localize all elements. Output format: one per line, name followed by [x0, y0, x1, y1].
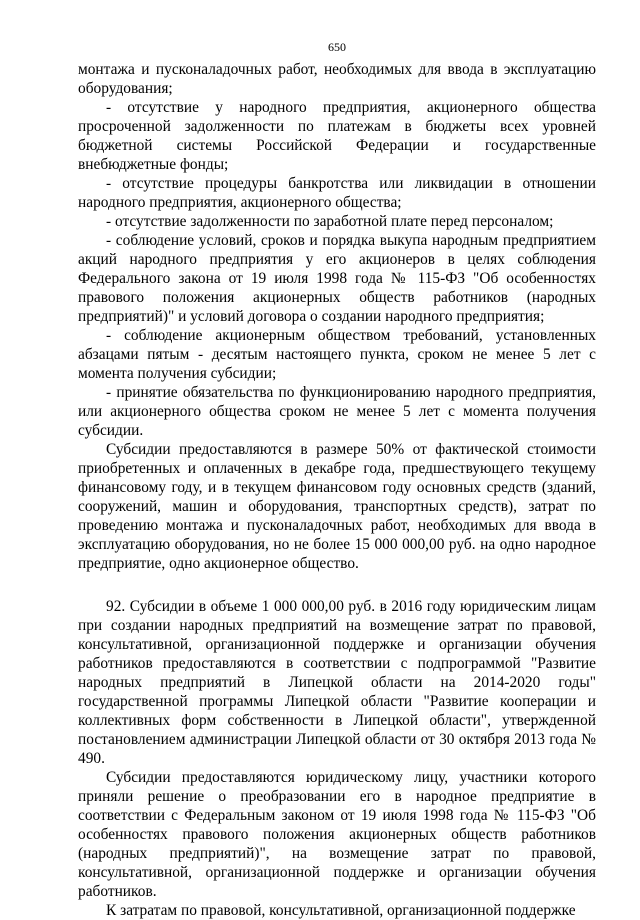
list-item-no-bankruptcy: - отсутствие процедуры банкротства или ликвидации в отношении народного предприятия, акционерного общества; — [78, 175, 596, 211]
list-item-obligation: - принятие обязательства по функционированию народного предприятия, или акционерного общества сроком не менее 5 лет с момента получения субсидии. — [78, 384, 596, 439]
paragraph-section-92: 92. Субсидии в объеме 1 000 000,00 руб. в 2016 году юридическим лицам при создании народных предприятий на возмещение затрат по правовой, консультативной, организационной поддержке и организации обучения работников предоставляются в соответствии с подпрограммой "Развитие народных предприятий в Липецкой области на 2014-2020 годы" государственной программы Липецкой области "Развитие кооперации и коллективных форм собственности в Липецкой области", утвержденной постановлением администрации Липецкой области от 30 октября 2013 года № 490. — [78, 598, 596, 767]
section-gap — [78, 573, 596, 597]
page-number: 650 — [328, 40, 346, 54]
paragraph-subsidy-amount: Субсидии предоставляются в размере 50% от фактической стоимости приобретенных и оплаченных в декабре года, предшествующего текущему финансовому году, и в текущем финансовом году основных средств (зданий, сооружений, машин и оборудования, транспортных средств), затрат по проведению монтажа и пусконаладочных работ, необходимых для ввода в эксплуатацию оборудования, но не более 15 000 000,00 руб. на одно народное предприятие, одно акционерное общество. — [78, 441, 596, 572]
paragraph-continuation: монтажа и пусконаладочных работ, необходимых для ввода в эксплуатацию оборудования; — [78, 61, 596, 97]
list-item-no-wage-debt: - отсутствие задолженности по заработной плате перед персоналом; — [106, 213, 554, 230]
paragraph-costs: К затратам по правовой, консультативной, организационной поддержке — [106, 902, 576, 919]
list-item-compliance: - соблюдение акционерным обществом требований, установленных абзацами пятым - десятым настоящего пункта, сроком не менее 5 лет с момента получения субсидии; — [78, 327, 596, 382]
list-item-no-arrears: - отсутствие у народного предприятия, акционерного общества просроченной задолженности по платежам в бюджеты всех уровней бюджетной системы Российской Федерации и государственные внебюджетные фонды; — [78, 99, 596, 173]
paragraph-subsidy-recipient: Субсидии предоставляются юридическому лицу, участники которого приняли решение о преобразовании его в народное предприятие в соответствии с Федеральным законом от 19 июля 1998 года № 115-ФЗ "Об особенностях правового положения акционерных обществ работников (народных предприятий)", на возмещение затрат по правовой, консультативной, организационной поддержке и организации обучения работников. — [78, 769, 596, 900]
list-item-share-buyback: - соблюдение условий, сроков и порядка выкупа народным предприятием акций народного предприятия у его акционеров в целях соблюдения Федерального закона от 19 июля 1998 года № 115-ФЗ "Об особенностях правового положения акционерных обществ работников (народных предприятий)" и условий договора о создании народного предприятия; — [78, 232, 596, 325]
